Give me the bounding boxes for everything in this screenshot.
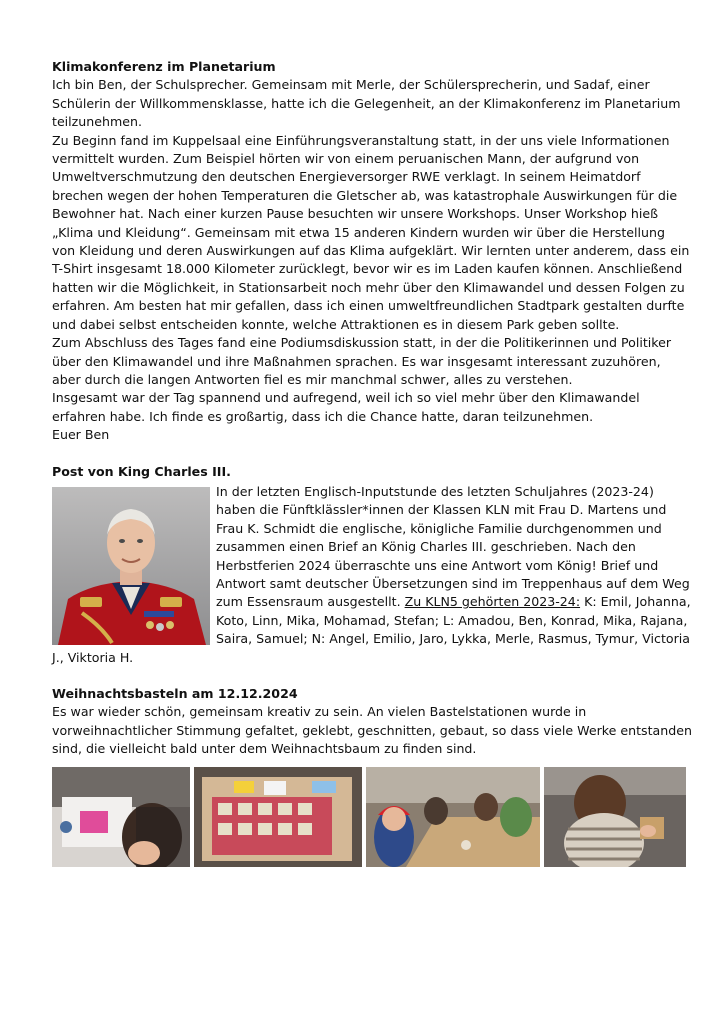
crafting-photo-1 (52, 767, 190, 867)
paragraph: Ich bin Ben, der Schulsprecher. Gemeinsam mit Merle, der Schülersprecherin, und Sadaf, einer Schülerin der Willkommensklasse, hatte ich die Gelegenheit, an der Klimakonferenz im Planetarium teilzunehmen. (52, 77, 681, 130)
signature: Euer Ben (52, 427, 110, 443)
section-title: Klimakonferenz im Planetarium (52, 59, 276, 74)
crafting-photo-3 (366, 767, 540, 867)
document-page (52, 58, 692, 885)
section-weihnachtsbasteln (52, 685, 692, 867)
section-king-charles (52, 463, 692, 667)
paragraph: Zu Beginn fand im Kuppelsaal eine Einführungsveranstaltung statt, in der uns viele Informationen vermittelt wurden. Zum Beispiel hörten wir von einem peruanischen Mann, der aufgrund von Umweltverschmutzung den deutschen Energieversorger RWE verklagt. In seinem Heimatdorf brechen wegen der hohen Temperaturen die Gletscher ab, was katastrophale Auswirkungen für die Bewohner hat. Nach einer kurzen Pause besuchten wir unsere Workshops. Unser Workshop hieß „Klima und Kleidung“. Gemeinsam mit etwa 15 anderen Kindern wurden wir über die Herstellung von Kleidung und deren Auswirkungen auf das Klima aufgeklärt. Wir lernten unter anderem, dass ein T-Shirt insgesamt 18.000 Kilometer zurücklegt, bevor wir es im Laden kaufen können. Anschließend hatten wir die Möglichkeit, in Stationsarbeit noch mehr über den Klimawandel und dessen Folgen zu erfahren. Am besten hat mir gefallen, dass ich einen umweltfreundlichen Stadtpark gestalten durfte und dabei selbst entscheiden konnte, welche Attraktionen es in diesem Park geben sollte. (52, 132, 690, 332)
paragraph: Insgesamt war der Tag spannend und aufregend, weil ich so viel mehr über den Klimawandel erfahren habe. Ich finde es großartig, dass ich die Chance hatte, daran teilzunehmen. (52, 390, 640, 424)
charles-text: In der letzten Englisch-Inputstunde des letzten Schuljahres (2023-24) haben die Fünftklässler*innen der Klassen KLN mit Frau D. Martens und Frau K. Schmidt die englische, königliche Familie durchgenommen und zusammen einen Brief an König Charles III. geschrieben. Nach den Herbstferien 2024 überraschte uns eine Antwort vom König! Brief und Antwort samt deutscher Übersetzungen sind im Treppenhaus auf dem Weg zum Essensraum ausgestellt. (216, 483, 690, 610)
class-list: K: Emil, Johanna, Koto, Linn, Mika, Mohamad, Stefan; L: Amadou, Ben, Konrad, Mika, Rajana, Saira, Samuel; N: Angel, Emilio, Jaro, Lykka, Merle, Rasmus, Tymur, Victoria J., Viktoria H. (52, 594, 691, 665)
photo-row (52, 767, 692, 867)
crafting-photo-4 (544, 767, 686, 867)
section-title: Weihnachtsbasteln am 12.12.2024 (52, 686, 298, 701)
crafting-photo-2 (194, 767, 362, 867)
class-label: Zu KLN5 gehörten 2023-24: (404, 594, 581, 610)
paragraph: Es war wieder schön, gemeinsam kreativ zu sein. An vielen Bastelstationen wurde in vorweihnachtlicher Stimmung gefaltet, geklebt, geschnitten, gebaut, so dass viele Werke entstanden sind, die vielleicht bald unter dem Weihnachtsbaum zu finden sind. (52, 704, 692, 757)
king-portrait-photo (52, 487, 210, 645)
paragraph: Zum Abschluss des Tages fand eine Podiumsdiskussion statt, in der die Politikerinnen und Politiker über den Klimawandel und ihre Maßnahmen sprachen. Es war insgesamt interessant zuzuhören, aber durch die langen Antworten fiel es mir manchmal schwer, alles zu verstehen. (52, 335, 672, 387)
section-klimakonferenz (52, 58, 692, 445)
section-title: Post von King Charles III. (52, 463, 231, 479)
